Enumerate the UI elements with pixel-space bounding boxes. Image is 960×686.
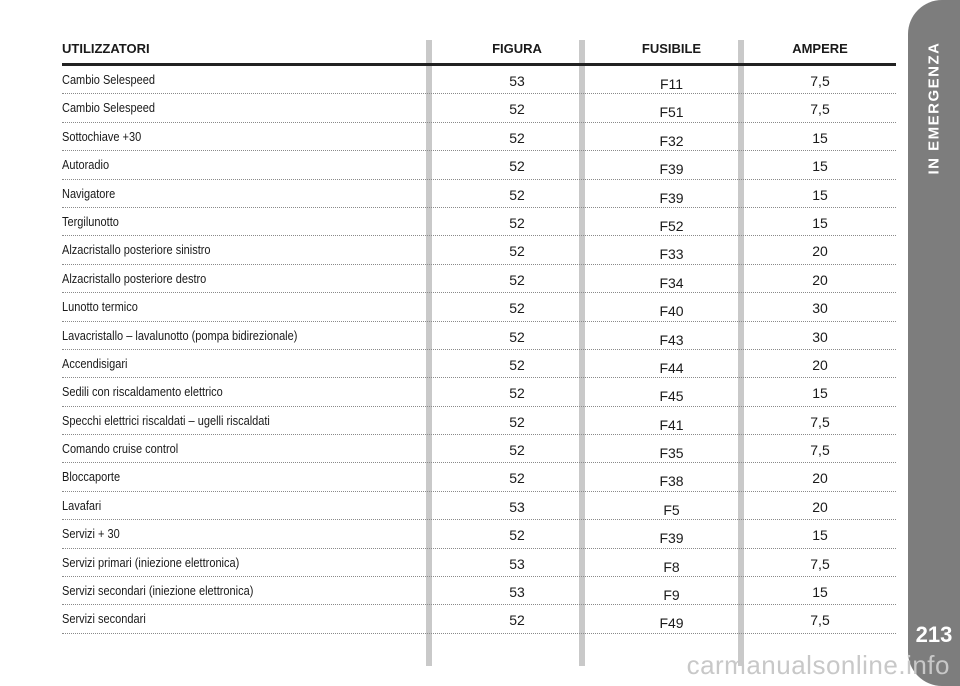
- cell-fusibile: F52: [659, 217, 684, 234]
- table-row: [62, 407, 896, 435]
- table-body: [62, 66, 896, 634]
- cell-figura: 52: [509, 413, 525, 430]
- table-row: [62, 378, 896, 406]
- table-row: [62, 350, 896, 378]
- cell-figura: 52: [509, 385, 525, 402]
- cell-ampere: 15: [812, 158, 828, 175]
- cell-fusibile: F5: [663, 501, 680, 518]
- cell-utilizzatore: Lavafari: [62, 498, 102, 513]
- header-fusibile: FUSIBILE: [641, 41, 702, 56]
- cell-fusibile: F39: [659, 161, 684, 178]
- fuse-table: [62, 34, 896, 636]
- cell-fusibile: F39: [659, 189, 684, 206]
- table-row: [62, 492, 896, 520]
- table-row: [62, 463, 896, 491]
- cell-ampere: 20: [812, 498, 828, 515]
- watermark: carmanualsonline.info: [686, 650, 950, 680]
- header-utilizzatori: UTILIZZATORI: [62, 41, 150, 56]
- cell-ampere: 7,5: [810, 555, 830, 572]
- cell-figura: 52: [509, 271, 525, 288]
- cell-utilizzatore: Servizi primari (iniezione elettronica): [62, 555, 240, 570]
- cell-ampere: 7,5: [810, 442, 830, 459]
- table-row: [62, 293, 896, 321]
- cell-utilizzatore: Bloccaporte: [62, 470, 121, 485]
- cell-utilizzatore: Lunotto termico: [62, 300, 138, 315]
- cell-fusibile: F51: [659, 104, 684, 121]
- cell-fusibile: F49: [659, 615, 684, 632]
- header-figura: FIGURA: [492, 41, 542, 56]
- cell-ampere: 15: [812, 385, 828, 402]
- cell-figura: 52: [509, 243, 525, 260]
- cell-ampere: 7,5: [810, 73, 830, 89]
- cell-fusibile: F35: [659, 445, 684, 462]
- section-title: IN EMERGENZA: [925, 41, 943, 175]
- table-row: [62, 208, 896, 236]
- cell-fusibile: F8: [663, 558, 680, 575]
- cell-fusibile: F34: [659, 274, 684, 291]
- cell-ampere: 7,5: [810, 612, 830, 629]
- cell-figura: 52: [509, 186, 525, 203]
- cell-figura: 53: [509, 498, 525, 515]
- cell-figura: 52: [509, 356, 525, 373]
- cell-utilizzatore: Servizi secondari (iniezione elettronica): [62, 584, 254, 599]
- cell-ampere: 15: [812, 186, 828, 203]
- cell-figura: 53: [509, 73, 525, 89]
- cell-utilizzatore: Lavacristallo – lavalunotto (pompa bidirezionale): [62, 328, 298, 343]
- page-number: 213: [915, 622, 953, 647]
- cell-ampere: 15: [812, 527, 828, 544]
- cell-figura: 53: [509, 555, 525, 572]
- cell-ampere: 20: [812, 243, 828, 260]
- table-row: [62, 123, 896, 151]
- cell-utilizzatore: Navigatore: [62, 186, 116, 201]
- header-ampere: AMPERE: [792, 41, 848, 56]
- cell-fusibile: F40: [659, 303, 684, 320]
- cell-utilizzatore: Alzacristallo posteriore destro: [62, 271, 207, 286]
- cell-fusibile: F43: [659, 331, 684, 348]
- cell-ampere: 15: [812, 214, 828, 231]
- table-row: [62, 66, 896, 94]
- table-row: [62, 322, 896, 350]
- cell-utilizzatore: Sedili con riscaldamento elettrico: [62, 385, 223, 400]
- cell-fusibile: F38: [659, 473, 684, 490]
- table-row: [62, 520, 896, 548]
- cell-figura: 52: [509, 612, 525, 629]
- cell-fusibile: F32: [659, 132, 684, 149]
- table-row: [62, 236, 896, 264]
- table-row: [62, 180, 896, 208]
- cell-fusibile: F9: [663, 587, 680, 604]
- cell-fusibile: F44: [659, 359, 684, 376]
- cell-figura: 52: [509, 527, 525, 544]
- cell-utilizzatore: Cambio Selespeed: [62, 101, 155, 116]
- cell-figura: 52: [509, 328, 525, 345]
- cell-figura: 52: [509, 101, 525, 118]
- cell-utilizzatore: Accendisigari: [62, 356, 128, 371]
- cell-ampere: 15: [812, 584, 828, 601]
- cell-utilizzatore: Cambio Selespeed: [62, 73, 155, 87]
- cell-figura: 52: [509, 214, 525, 231]
- table-row: [62, 151, 896, 179]
- cell-ampere: 30: [812, 300, 828, 317]
- cell-ampere: 15: [812, 129, 828, 146]
- cell-figura: 52: [509, 470, 525, 487]
- section-side-tab: [908, 0, 960, 686]
- cell-ampere: 20: [812, 356, 828, 373]
- cell-figura: 52: [509, 129, 525, 146]
- cell-fusibile: F33: [659, 246, 684, 263]
- table-row: [62, 265, 896, 293]
- cell-ampere: 30: [812, 328, 828, 345]
- cell-fusibile: F39: [659, 530, 684, 547]
- table-row: [62, 94, 896, 122]
- cell-figura: 52: [509, 442, 525, 459]
- cell-ampere: 7,5: [810, 101, 830, 118]
- cell-fusibile: F45: [659, 388, 684, 405]
- cell-ampere: 7,5: [810, 413, 830, 430]
- table-row: [62, 549, 896, 577]
- cell-utilizzatore: Comando cruise control: [62, 442, 179, 457]
- table-header: [62, 34, 896, 66]
- cell-utilizzatore: Specchi elettrici riscaldati – ugelli riscaldati: [62, 413, 270, 428]
- table-row: [62, 435, 896, 463]
- cell-utilizzatore: Sottochiave +30: [62, 129, 142, 144]
- cell-ampere: 20: [812, 470, 828, 487]
- cell-fusibile: F11: [659, 76, 684, 92]
- table-row: [62, 577, 896, 605]
- cell-ampere: 20: [812, 271, 828, 288]
- cell-figura: 53: [509, 584, 525, 601]
- cell-figura: 52: [509, 300, 525, 317]
- cell-figura: 52: [509, 158, 525, 175]
- cell-utilizzatore: Servizi secondari: [62, 612, 146, 627]
- cell-utilizzatore: Autoradio: [62, 158, 110, 173]
- cell-utilizzatore: Alzacristallo posteriore sinistro: [62, 243, 211, 258]
- cell-utilizzatore: Tergilunotto: [62, 214, 119, 229]
- cell-utilizzatore: Servizi + 30: [62, 527, 120, 542]
- cell-fusibile: F41: [659, 416, 684, 433]
- table-row: [62, 605, 896, 633]
